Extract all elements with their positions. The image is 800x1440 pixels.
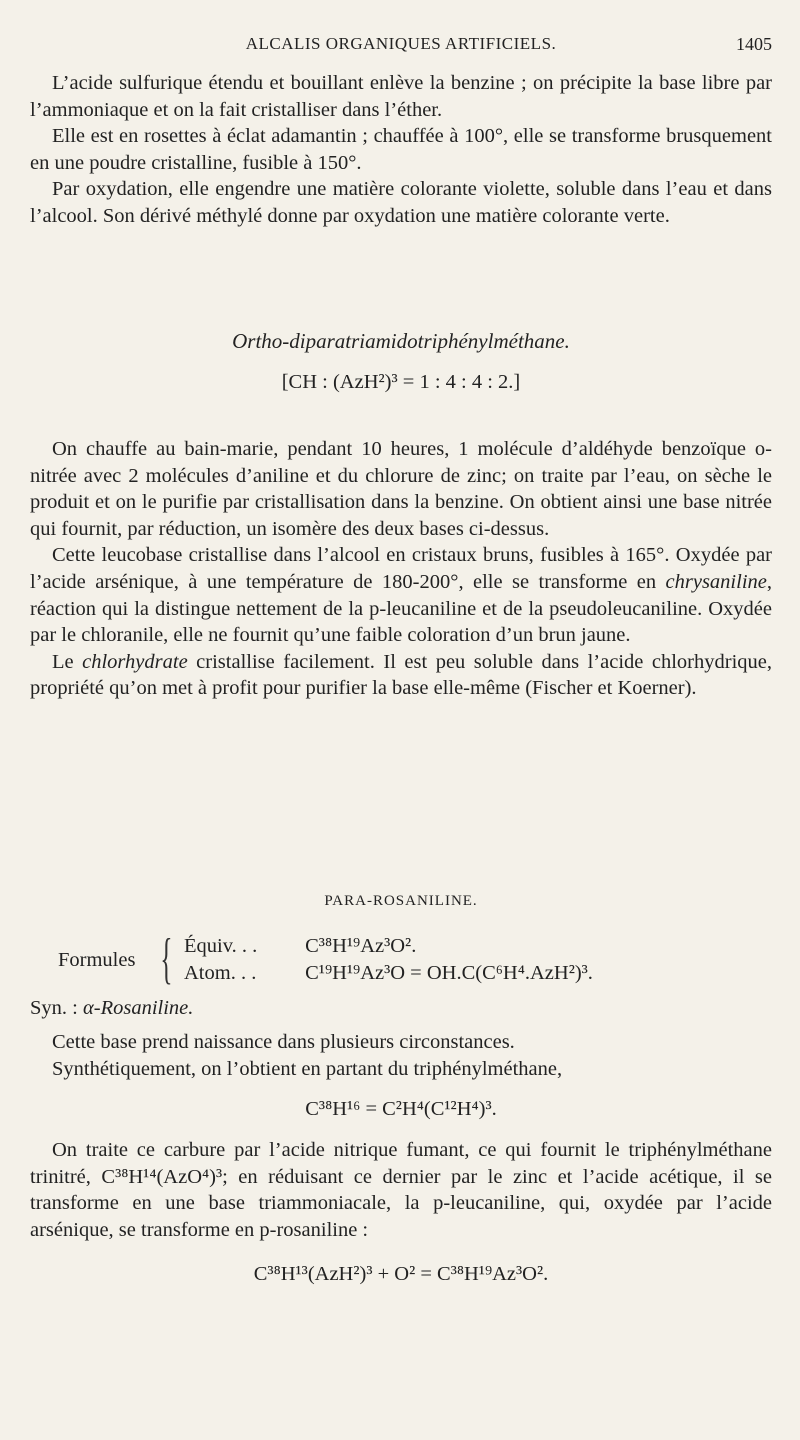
formula-equiv-row [184,933,416,960]
running-title: ALCALIS ORGANIQUES ARTIFICIELS. [245,34,557,53]
section-ortho [30,328,772,395]
paragraph-5 [30,542,772,648]
syn-label: Syn. : [30,996,78,1019]
atom-value: C¹⁹H¹⁹Az³O = OH.C(C⁶H⁴.AzH²)³. [305,961,593,984]
formules-block [30,927,772,990]
formula-rosaniline: C³⁸H¹³(AzH²)³ + O² = C³⁸H¹⁹Az³O². [253,1263,549,1286]
equiv-value: C³⁸H¹⁹Az³O². [305,934,417,957]
paragraph-4: On chauffe au bain-marie, pendant 10 heures, 1 molécule d’aldéhyde benzoïque o-nitrée avec 2 molécules d’aniline et du chlorure de zinc; on traite par l’eau, on sèche le produit et on le purifie par cristallisation dans la benzine. On obtient ainsi une base nitrée qui fournit, par réduction, un isomère des deux bases ci-dessus. [30,438,772,540]
section-heading-ortho: Ortho-diparatriamidotriphénylméthane. [232,329,570,353]
formules-label: Formules [58,948,136,971]
section-upper [30,70,772,230]
formula-atom-row [184,960,593,987]
section-heading-pararosaniline: PARA-ROSANILINE. [324,893,478,909]
paragraph-3: Par oxydation, elle engendre une matière colorante violette, soluble dans l’eau et dans l’alcool. Son dérivé méthylé donne par oxydation une matière colorante verte. [30,178,772,227]
synonym-line [30,995,772,1022]
section-para-rosaniline [30,888,772,1288]
syn-value: α-Rosaniline. [82,996,194,1019]
p6-text-after: cristallise facilement. Il est peu soluble dans l’acide chlorhydrique, propriété qu’on met à profit pour purifier la base elle-même (Fischer et Koerner). [30,650,772,700]
paragraph-1: L’acide sulfurique étendu et bouillant enlève la benzine ; on précipite la base libre par l’ammoniaque et on la fait cristalliser dans l’éther. [30,72,772,121]
p6-chlorhydrate: chlorhydrate [82,650,188,673]
p5-text-before: Cette leucobase cristallise dans l’alcool en cristaux bruns, fusibles à 165°. Oxydée par l’acide arsénique, à une température de 180-200°, elle se transforme en [30,544,772,593]
formula-ortho: [CH : (AzH²)³ = 1 : 4 : 4 : 2.] [281,370,521,393]
paragraph-6 [30,649,772,702]
page-header [30,34,772,62]
paragraph-9: On traite ce carbure par l’acide nitrique fumant, ce qui fournit le triphénylméthane trinitré, C³⁸H¹⁴(AzO⁴)³; en réduisant ce dernier par le zinc et l’acide acétique, il se transforme en une base triammoniacale, la p-leucaniline, qui, oxydée par l’acide arsénique, se transforme en p-rosaniline : [30,1138,772,1241]
page-number: 1405 [736,34,772,54]
p5-text-after: , réaction qui la distingue nettement de la p-leucaniline et de la pseudoleucaniline. Oxydée par le chloranile, elle ne fournit qu’une faible coloration d’un brun jaune. [30,570,772,647]
paragraph-2: Elle est en rosettes à éclat adamantin ; chauffée à 100°, elle se transforme brusquement en une poudre cristalline, fusible à 150°. [30,125,772,174]
equiv-label: Équiv. . . [184,934,258,957]
section-ortho-text [30,436,772,702]
paragraph-7: Cette base prend naissance dans plusieurs circonstances. [52,1031,515,1054]
p6-text-before: Le [52,650,83,673]
p5-chrysaniline: chrysaniline [665,570,767,593]
brace-icon: { [160,927,173,990]
formula-triphenylmethane: C³⁸H¹⁶ = C²H⁴(C¹²H⁴)³. [305,1098,497,1121]
paragraph-8: Synthétiquement, on l’obtient en partant du triphénylméthane, [52,1057,563,1080]
atom-label: Atom. . . [184,961,257,984]
